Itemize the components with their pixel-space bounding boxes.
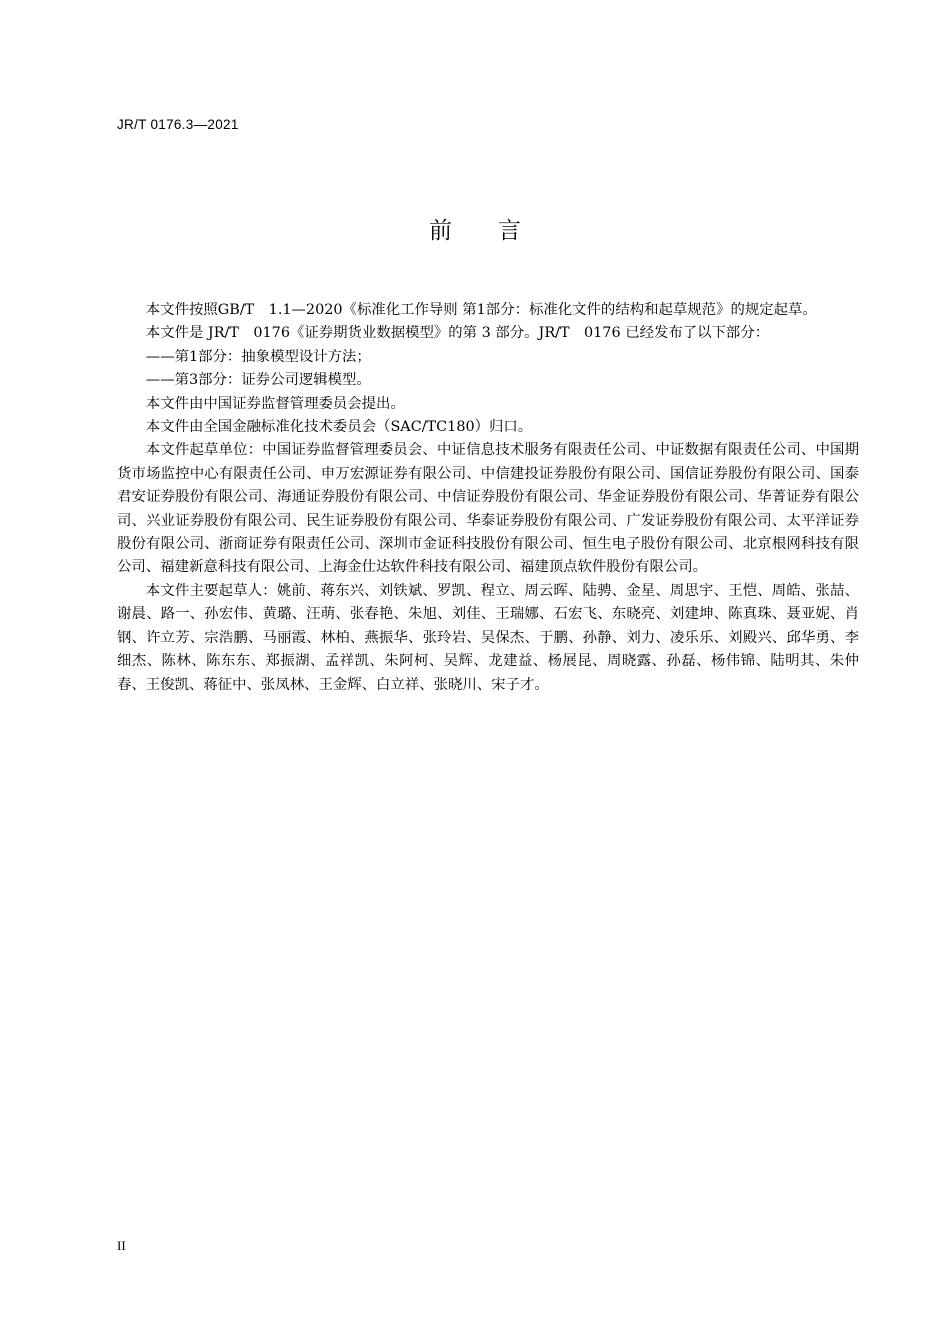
paragraph-drafting-units: 本文件起草单位：中国证券监督管理委员会、中证信息技术服务有限责任公司、中证数据有限责任公司、中国期货市场监控中心有限责任公司、申万宏源证券有限公司、中信建投证券股份有限公司、国信证券股份有限公司、国泰君安证券股份有限公司、海通证券股份有限公司、中信证券股份有限公司、华金证券股份有限公司、华菁证券有限公司、兴业证券股份有限公司、民生证券股份有限公司、华泰证券股份有限公司、广发证券股份有限公司、太平洋证券股份有限公司、浙商证券有限责任公司、深圳市金证科技股份有限公司、恒生电子股份有限公司、北京根网科技有限公司、福建新意科技有限公司、上海金仕达软件科技有限公司、福建顶点软件股份有限公司。 (117, 442, 859, 576)
paragraph-drafters: 本文件主要起草人：姚前、蒋东兴、刘铁斌、罗凯、程立、周云晖、陆骋、金星、周思宇、王恺、周皓、张喆、谢晨、路一、孙宏伟、黄璐、汪萌、张春艳、朱旭、刘佳、王瑞娜、石宏飞、东晓亮、刘建坤、陈真珠、聂亚妮、肖钢、许立芳、宗浩鹏、马丽霞、林柏、燕振华、张玲岩、吴保杰、于鹏、孙静、刘力、凌乐乐、刘殿兴、邱华勇、李细杰、陈林、陈东东、郑振湖、孟祥凯、朱阿柯、吴辉、龙建益、杨展昆、周晓露、孙磊、杨伟锦、陆明其、朱仲春、王俊凯、蒋征中、张凤林、王金辉、白立祥、张晓川、宋子才。 (117, 582, 859, 693)
page-title (0, 212, 950, 245)
list-item-part-3: ——第3部分：证券公司逻辑模型。 (145, 372, 371, 389)
paragraph-proposer: 本文件由中国证券监督管理委员会提出。 (145, 395, 405, 412)
paragraph-centralized: 本文件由全国金融标准化技术委员会（SAC/TC180）归口。 (145, 419, 533, 436)
foreword-body (117, 299, 859, 697)
paragraph-drafting-rules: 本文件按照GB/T 1.1—2020《标准化工作导则 第1部分：标准化文件的结构和起草规范》的规定起草。 (145, 302, 817, 318)
paragraph-part-info: 本文件是 JR/T 0176《证券期货业数据模型》的第 3 部分。JR/T 0176 已经发布了以下部分： (145, 325, 770, 342)
list-item-part-1: ——第1部分：抽象模型设计方法； (145, 348, 371, 365)
document-code: JR/T 0176.3—2021 (117, 117, 239, 132)
title-char-1: 前 (429, 218, 452, 244)
title-char-2: 言 (498, 218, 521, 244)
page-number: II (117, 1238, 126, 1253)
